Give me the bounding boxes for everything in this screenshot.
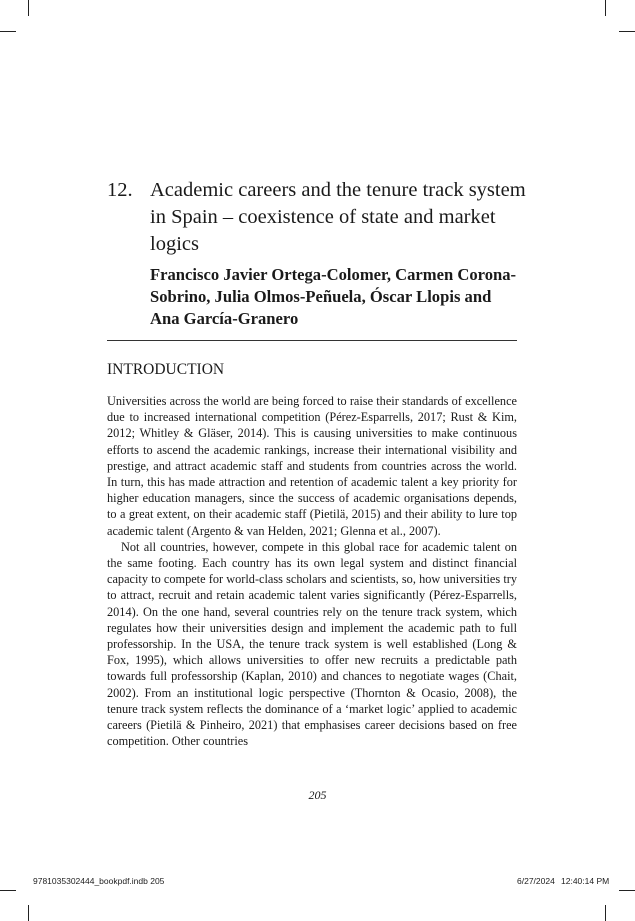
section-heading: INTRODUCTION xyxy=(107,361,225,378)
crop-mark-left-top xyxy=(0,31,16,32)
crop-mark-bottom-right xyxy=(605,905,606,921)
crop-mark-bottom-left xyxy=(28,905,29,921)
chapter-title xyxy=(107,177,527,258)
crop-mark-top-right xyxy=(605,0,606,16)
chapter-authors: Francisco Javier Ortega-Colomer, Carmen Corona-Sobrino, Julia Olmos-Peñuela, Óscar Llopis and Ana García-Granero xyxy=(150,265,517,328)
page-number: 205 xyxy=(308,788,327,802)
title-divider xyxy=(107,340,517,341)
footer-time: 12:40:14 PM xyxy=(561,876,610,886)
crop-mark-right-top xyxy=(619,31,635,32)
footer-file: 9781035302444_bookpdf.indb 205 xyxy=(33,876,165,886)
crop-mark-right-bottom xyxy=(619,890,635,891)
paragraph: Universities across the world are being forced to raise their standards of excellence due to increased international competition (Pérez-Esparrells, 2017; Rust & Kim, 2012; Whitley & Gläser, 2014). This is causing universities to make continuous efforts to ascend the academic rankings, increase their international visibility and prestige, and attract academic staff and students from countries across the world. In turn, this has made attraction and retention of academic talent a key priority for higher education managers, since the success of academic organisations depends, to a great extent, on their academic staff (Pietilä, 2015) and their ability to lure top academic talent (Argento & van Helden, 2021; Glenna et al., 2007). xyxy=(107,394,517,538)
chapter-number: 12. xyxy=(107,179,133,201)
chapter-title-text: Academic careers and the tenure track system in Spain – coexistence of state and market logics xyxy=(150,179,526,255)
crop-mark-left-bottom xyxy=(0,890,16,891)
body-text xyxy=(107,393,517,749)
crop-mark-top-left xyxy=(28,0,29,16)
paragraph: Not all countries, however, compete in this global race for academic talent on the same footing. Each country has its own legal system and distinct financial capacity to compete for world-class scholars and scientists, so, how universities try to attract, recruit and retain academic talent varies significantly (Pérez-Esparrells, 2014). On the one hand, several countries rely on the tenure track system, which regulates how their universities design and implement the academic path to full professorship. In the USA, the tenure track system is well established (Long & Fox, 1995), which allows universities to offer new recruits a predictable path towards full professorship (Kaplan, 2010) and chances to negotiate wages (Chait, 2002). From an institutional logic perspective (Thornton & Ocasio, 2008), the tenure track system reflects the dominance of a ‘market logic’ applied to academic careers (Pietilä & Pinheiro, 2021) that emphasises career decisions based on free competition. Other countries xyxy=(107,539,517,749)
footer-date: 6/27/2024 xyxy=(517,876,555,886)
